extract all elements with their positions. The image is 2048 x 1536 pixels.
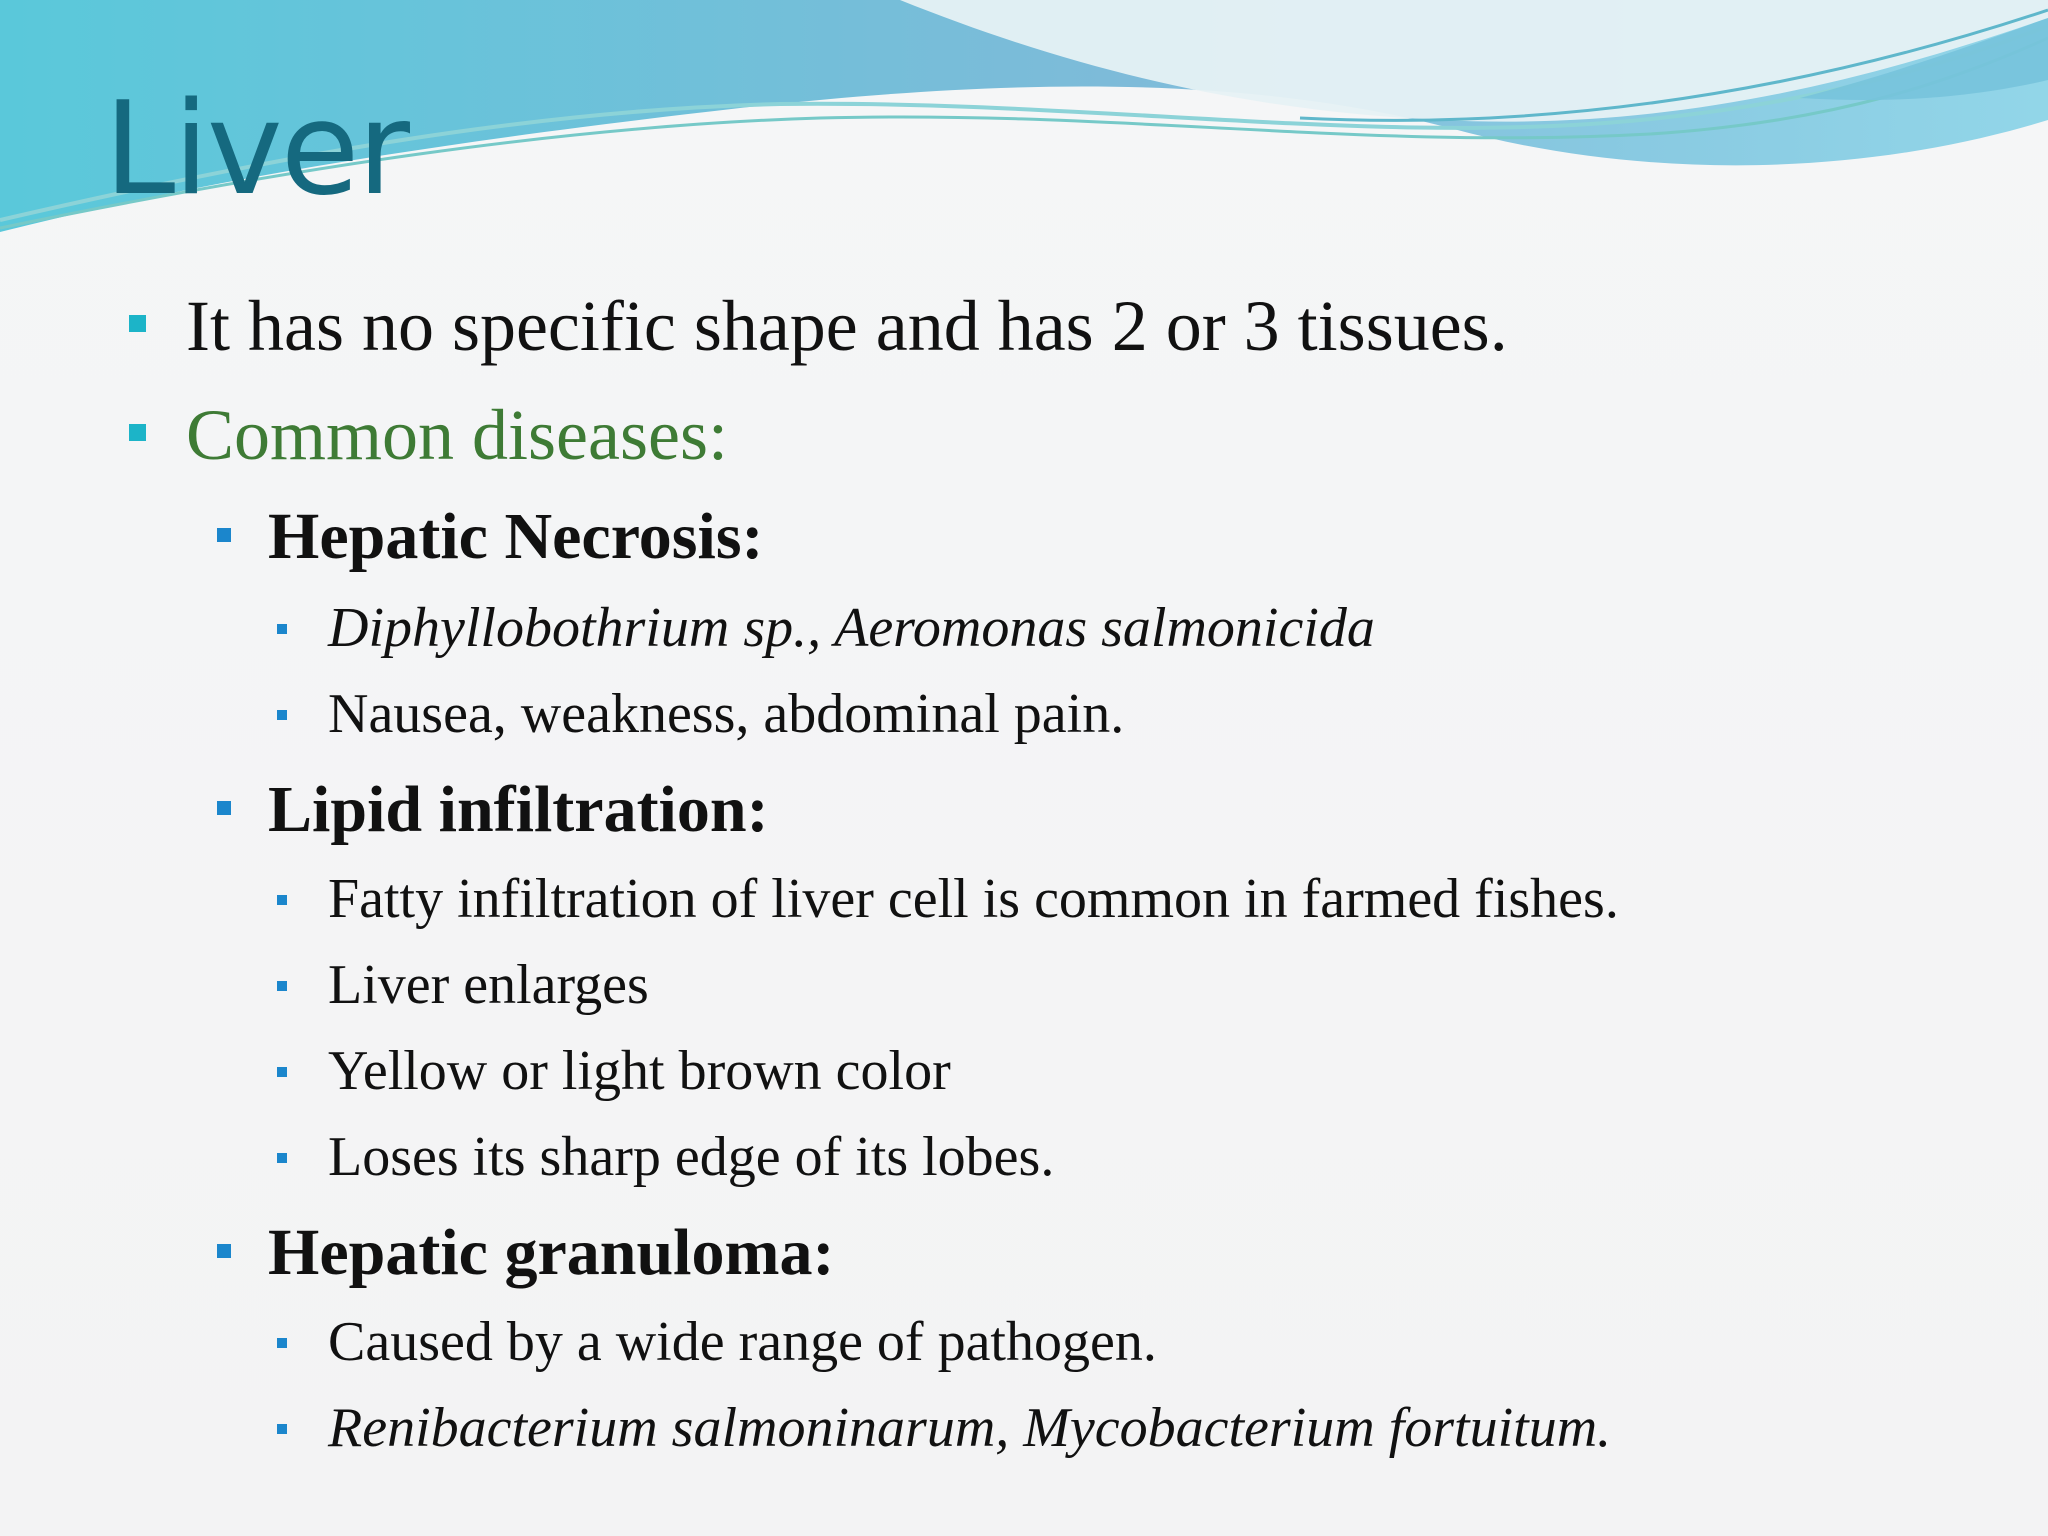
necrosis-pathogens-item: Diphyllobothrium sp., Aeromonas salmonicida: [328, 597, 1375, 659]
level1-bullet-marker: [129, 424, 146, 441]
lipid-fatty-infiltration-item: Fatty infiltration of liver cell is common in farmed fishes.: [328, 868, 1619, 930]
level1-bullet-marker: [129, 315, 146, 332]
level3-bullet-marker: [277, 1067, 287, 1077]
granuloma-cause-item: Caused by a wide range of pathogen.: [328, 1311, 1157, 1373]
disease-heading-hepatic-necrosis: Hepatic Necrosis:: [268, 500, 764, 573]
level3-bullet-marker: [277, 624, 287, 634]
level2-bullet-marker: [217, 1244, 231, 1258]
level3-bullet-marker: [277, 1153, 287, 1163]
bullet-common-diseases: Common diseases:: [186, 395, 728, 475]
disease-heading-lipid-infiltration: Lipid infiltration:: [268, 773, 769, 846]
lipid-color-item: Yellow or light brown color: [328, 1040, 951, 1102]
slide-title: Liver: [104, 75, 408, 224]
lipid-liver-enlarges-item: Liver enlarges: [328, 954, 649, 1016]
granuloma-pathogens-item: Renibacterium salmoninarum, Mycobacterium fortuitum.: [328, 1397, 1612, 1459]
level3-bullet-marker: [277, 895, 287, 905]
level3-bullet-marker: [277, 710, 287, 720]
level3-bullet-marker: [277, 1424, 287, 1434]
level2-bullet-marker: [217, 801, 231, 815]
disease-heading-hepatic-granuloma: Hepatic granuloma:: [268, 1216, 835, 1289]
necrosis-symptoms-item: Nausea, weakness, abdominal pain.: [328, 683, 1125, 745]
level3-bullet-marker: [277, 1338, 287, 1348]
level3-bullet-marker: [277, 981, 287, 991]
lipid-lobe-edge-item: Loses its sharp edge of its lobes.: [328, 1126, 1055, 1188]
bullet-shape-tissues: It has no specific shape and has 2 or 3 tissues.: [186, 286, 1508, 366]
level2-bullet-marker: [217, 528, 231, 542]
